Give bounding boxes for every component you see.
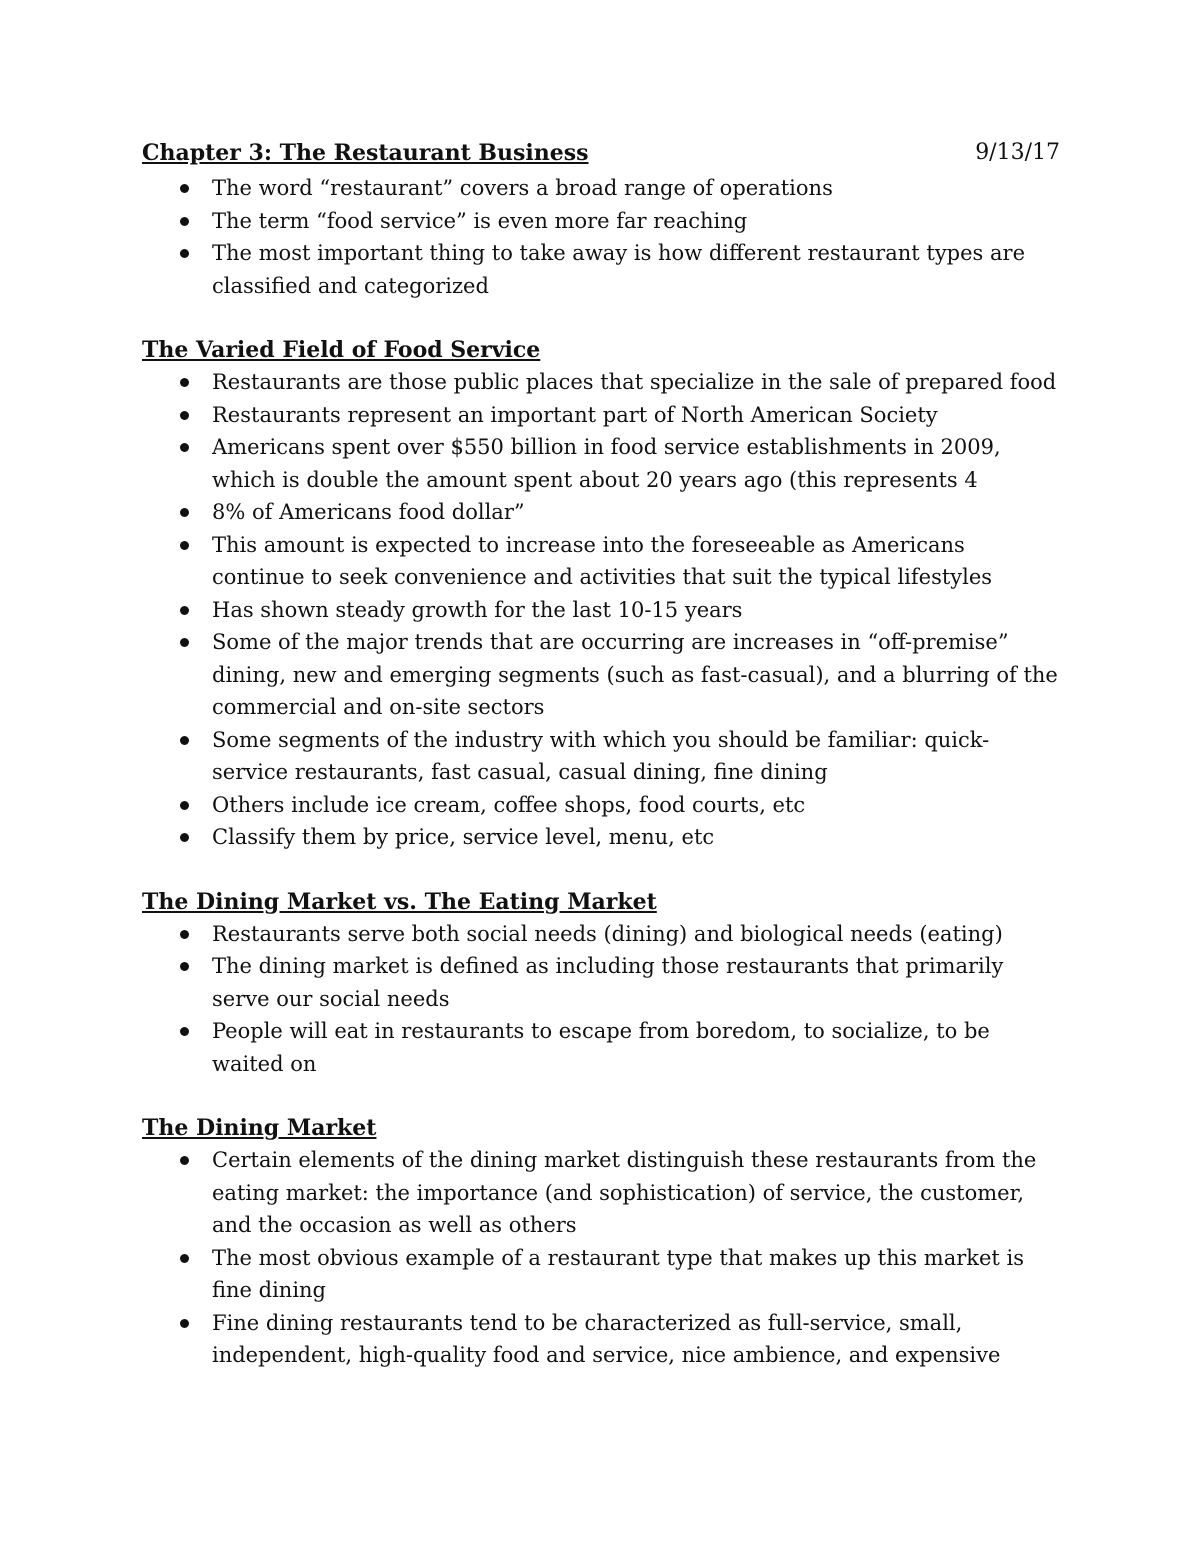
list-item-text: Has shown steady growth for the last 10-15 years	[212, 597, 743, 622]
list-item-text: Certain elements of the dining market distinguish these restaurants from the eating market: the importance (and sophistication) of service, the customer, and the occasion as well as others	[212, 1148, 1037, 1237]
section-heading: The Dining Market vs. The Eating Market	[142, 888, 657, 915]
bullet-icon	[180, 638, 189, 647]
chapter-title: Chapter 3: The Restaurant Business	[142, 140, 589, 166]
list-item	[142, 918, 1062, 951]
list-item-text: The most obvious example of a restaurant type that makes up this market is fine dining	[212, 1245, 1025, 1302]
list-item-text: Restaurants represent an important part of North American Society	[212, 402, 938, 427]
intro-list	[142, 172, 1062, 302]
list-item	[142, 399, 1062, 432]
list-item	[142, 1015, 1062, 1080]
bullet-icon	[180, 606, 189, 615]
list-item-text: Others include ice cream, coffee shops, food courts, etc	[212, 792, 806, 817]
bullet-icon	[180, 378, 189, 387]
list-item	[142, 789, 1062, 822]
section-heading: The Varied Field of Food Service	[142, 337, 541, 363]
bullet-icon	[180, 930, 189, 939]
bullet-icon	[180, 1156, 189, 1165]
list-item	[142, 594, 1062, 627]
list-item-text: Restaurants are those public places that specialize in the sale of prepared food	[212, 370, 1057, 394]
section-varied-field	[142, 334, 1062, 854]
section-dining-market	[142, 1112, 1062, 1372]
bullet-icon	[180, 833, 189, 842]
bullet-icon	[180, 217, 189, 226]
list-item	[142, 431, 1062, 496]
bullet-icon	[180, 736, 189, 745]
list-item-text: The most important thing to take away is how different restaurant types are classified and categorized	[212, 241, 1025, 298]
bullet-icon	[180, 1254, 189, 1263]
list-item	[142, 821, 1062, 854]
bullet-icon	[180, 508, 189, 517]
list-item-text: Classify them by price, service level, menu, etc	[212, 825, 715, 849]
list-item	[142, 366, 1062, 399]
list-item	[142, 1242, 1062, 1307]
list-item	[142, 724, 1062, 789]
list-item	[142, 626, 1062, 724]
list-item-text: This amount is expected to increase into the foreseeable as Americans continue to seek convenience and activities that suit the typical lifestyles	[212, 532, 993, 589]
list-item	[142, 205, 1062, 238]
list-item-text: The term “food service” is even more far reaching	[212, 208, 748, 233]
date: 9/13/17	[975, 140, 1060, 165]
list-item-text: Restaurants serve both social needs (dining) and biological needs (eating)	[212, 921, 1003, 946]
bullet-icon	[180, 1319, 189, 1328]
list-item	[142, 237, 1062, 302]
list-item-text: Fine dining restaurants tend to be characterized as full-service, small, independent, high-quality food and service, nice ambience, and expensive	[212, 1310, 1001, 1367]
bullet-icon	[180, 411, 189, 420]
bullet-icon	[180, 801, 189, 810]
list-item	[142, 1307, 1062, 1372]
section-list	[142, 918, 1062, 1081]
section-list	[142, 1144, 1062, 1372]
list-item	[142, 950, 1062, 1015]
list-item	[142, 529, 1062, 594]
list-item-text: Some of the major trends that are occurring are increases in “off-premise” dining, new and emerging segments (such as fast-casual), and a blurring of the commercial and on-site sectors	[212, 630, 1058, 719]
section-heading: The Dining Market	[142, 1115, 377, 1141]
bullet-icon	[180, 541, 189, 550]
list-item-text: The dining market is defined as including those restaurants that primarily serve our social needs	[212, 954, 1004, 1011]
bullet-icon	[180, 443, 189, 452]
header-row	[142, 140, 1062, 172]
bullet-icon	[180, 249, 189, 258]
bullet-icon	[180, 184, 189, 193]
bullet-icon	[180, 1027, 189, 1036]
list-item	[142, 172, 1062, 205]
list-item-text: People will eat in restaurants to escape from boredom, to socialize, to be waited on	[212, 1019, 990, 1076]
section-dining-vs-eating	[142, 886, 1062, 1081]
section-list	[142, 366, 1062, 854]
list-item-text: Americans spent over $550 billion in food service establishments in 2009, which is double the amount spent about 20 years ago (this represents 4	[212, 435, 1001, 492]
list-item-text: The word “restaurant” covers a broad range of operations	[212, 176, 833, 200]
list-item-text: 8% of Americans food dollar”	[212, 500, 525, 524]
list-item	[142, 496, 1062, 529]
bullet-icon	[180, 962, 189, 971]
list-item-text: Some segments of the industry with which you should be familiar: quick-service restaurants, fast casual, casual dining, fine dining	[212, 727, 990, 784]
list-item	[142, 1144, 1062, 1242]
document-page	[142, 140, 1062, 1372]
